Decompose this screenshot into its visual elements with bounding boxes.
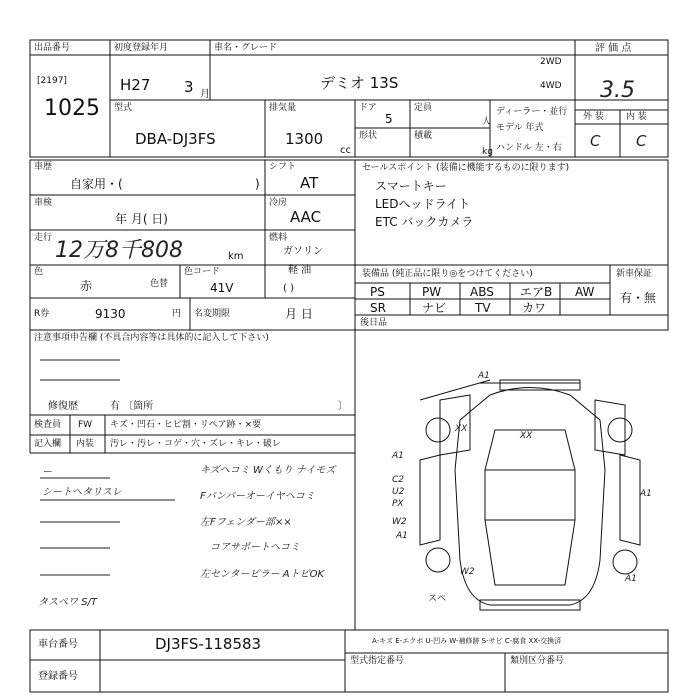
km-unit: km [228, 251, 244, 262]
inspector-fw: FW [78, 420, 93, 430]
rear-label: 後日品 [360, 318, 388, 328]
ext-grade: C [590, 132, 601, 150]
equip-airbag: エアB [520, 285, 553, 299]
type-value: DBA-DJ3FS [135, 130, 216, 148]
damage-mark: U2 [392, 487, 405, 497]
cc-unit: cc [340, 145, 351, 156]
int-grade: C [636, 132, 647, 150]
damage-mark: W2 [460, 567, 475, 577]
new-warranty-label: 新車保証 [616, 269, 653, 279]
damage-mark: PX [392, 499, 404, 509]
sales-point-item: ETC バックカメラ [375, 215, 474, 229]
equip-kawa: カワ [522, 301, 547, 315]
damage-mark: A1 [396, 531, 408, 541]
first-reg-month: 3 [184, 78, 194, 96]
door-value: 5 [385, 112, 393, 126]
door-label: ドア [359, 103, 377, 113]
equip-sr: SR [370, 301, 386, 315]
notes-label: 注意事項申告欄 (不具合内容等は具体的に記入して下さい) [34, 333, 269, 343]
damage-mark: A1 [640, 489, 652, 499]
score-value: 3.5 [600, 78, 635, 103]
shift-value: AT [300, 174, 319, 192]
history-label: 車歴 [34, 162, 53, 172]
sales-point-item: LEDヘッドライト [375, 197, 471, 211]
first-reg-year: H27 [120, 76, 151, 94]
damage-mark: A1 [478, 371, 490, 381]
hand-note: キズヘコミ Wくもり ナイモズ [200, 465, 336, 476]
dealer-label: ディーラー・並行 [496, 107, 568, 117]
lot-small-number: [2197] [37, 76, 67, 86]
car-outline [420, 380, 640, 610]
color-label: 色 [34, 267, 44, 277]
repair-close: 〕 [338, 401, 348, 412]
model-name: デミオ 13S [320, 74, 399, 92]
hand-note: 左Fフェンダー部×× [200, 517, 292, 528]
entry-label: 記入欄 [34, 439, 62, 449]
damage-mark: XX [520, 431, 533, 441]
damage-mark: C2 [392, 475, 405, 485]
title-change-value: 月 日 [285, 307, 313, 321]
equip-navi: ナビ [422, 301, 447, 315]
color-code-label: 色コード [184, 267, 221, 277]
score-label: 評 価 点 [595, 43, 632, 54]
lot-label: 出品番号 [34, 43, 71, 53]
history-close: ) [255, 177, 260, 191]
equip-aw: AW [575, 285, 595, 299]
type-label: 型式 [114, 103, 133, 113]
displacement-value: 1300 [285, 130, 324, 148]
color-no-label: 色替 [150, 279, 169, 289]
equip-tv: TV [475, 301, 491, 315]
class-number-label: 類別区分番号 [510, 656, 565, 666]
fuel-label: 燃料 [269, 233, 288, 243]
damage-mark: XX [455, 424, 468, 434]
int-label: 内 装 [626, 112, 647, 122]
inspector-inside: 内装 [76, 439, 95, 449]
kg-unit: kg [482, 147, 493, 157]
chassis-label: 車台番号 [38, 639, 78, 650]
drive-4wd: 4WD [540, 81, 562, 91]
damage-mark: A1 [392, 451, 404, 461]
handle-label: ハンドル 左・右 [496, 143, 562, 153]
registration-label: 登録番号 [38, 671, 78, 682]
equip-ps: PS [370, 285, 385, 299]
history-value: 自家用・( [70, 177, 123, 191]
repair-value: 有 〔箇所 [110, 401, 154, 412]
color-code-value: 41V [210, 281, 234, 295]
damage-legend: A-キズ E-エクボ U-凹み W-補修跡 S-サビ C-腐食 XX-交換済 [372, 637, 562, 645]
yen-unit: 円 [172, 309, 182, 319]
person-unit: 人 [482, 117, 492, 127]
hand-note: 左センターピラー AトビOK [200, 569, 325, 580]
capacity-label: 定員 [414, 103, 433, 113]
model-label: 車名・グレード [214, 43, 278, 53]
load-label: 積載 [414, 131, 433, 141]
color-value: 赤 [80, 279, 93, 293]
hand-note: タスペワ S/T [38, 597, 98, 608]
lot-number: 1025 [44, 96, 100, 121]
ext-label: 外 装 [583, 112, 604, 122]
model-year-label: モデル 年式 [496, 123, 544, 133]
inspector-line1: キズ・凹石・ヒビ割・リペア跡・×要 [110, 420, 262, 430]
equip-pw: PW [422, 285, 442, 299]
first-reg-label: 初度登録年月 [114, 43, 169, 53]
hand-note: Fバンパーオーイヤヘコミ [200, 491, 315, 502]
equipment-label: 装備品 (純正品に限り◎をつけてください) [362, 269, 533, 279]
inspection-label: 車検 [34, 198, 53, 208]
equip-abs: ABS [470, 285, 494, 299]
hand-note: コアサポートヘコミ [210, 542, 300, 553]
title-change-label: 名変期限 [194, 309, 231, 319]
ac-label: 冷房 [269, 198, 288, 208]
inspector-label: 検査員 [34, 420, 62, 430]
drive-2wd: 2WD [540, 57, 562, 67]
month-unit: 月 [200, 89, 210, 100]
ac-value: AAC [290, 208, 322, 226]
recycle-label: R券 [34, 309, 50, 319]
fuel-gas: ガソリン [283, 246, 323, 257]
damage-mark: W2 [392, 517, 407, 527]
mileage-label: 走行 [34, 233, 53, 243]
new-warranty-value: 有・無 [620, 291, 657, 305]
fuel-diesel: 軽 油 [288, 265, 312, 276]
sales-point-item: スマートキー [375, 179, 447, 193]
sales-points-label: セールスポイント (装備に機能するものに限ります) [362, 163, 570, 173]
inspector-line2: 汚レ・汚レ・コゲ・穴・ズレ・キレ・破レ [110, 439, 281, 449]
hand-note: ー [42, 467, 52, 478]
repair-label: 修復歴 [48, 401, 78, 412]
displacement-label: 排気量 [269, 103, 297, 113]
recycle-value: 9130 [95, 307, 126, 321]
inspection-value: 年 月( 日) [115, 212, 168, 226]
type-designation-label: 型式指定番号 [350, 656, 405, 666]
damage-mark: スペ [428, 594, 447, 604]
chassis-value: DJ3FS-118583 [155, 635, 262, 653]
fuel-paren: ( ) [283, 283, 294, 294]
damage-mark: A1 [625, 574, 637, 584]
shift-label: シフト [269, 162, 297, 172]
hand-note: シートヘタリスレ [42, 487, 122, 498]
shape-label: 形状 [359, 131, 378, 141]
mileage-value: 12万8千808 [55, 238, 183, 263]
